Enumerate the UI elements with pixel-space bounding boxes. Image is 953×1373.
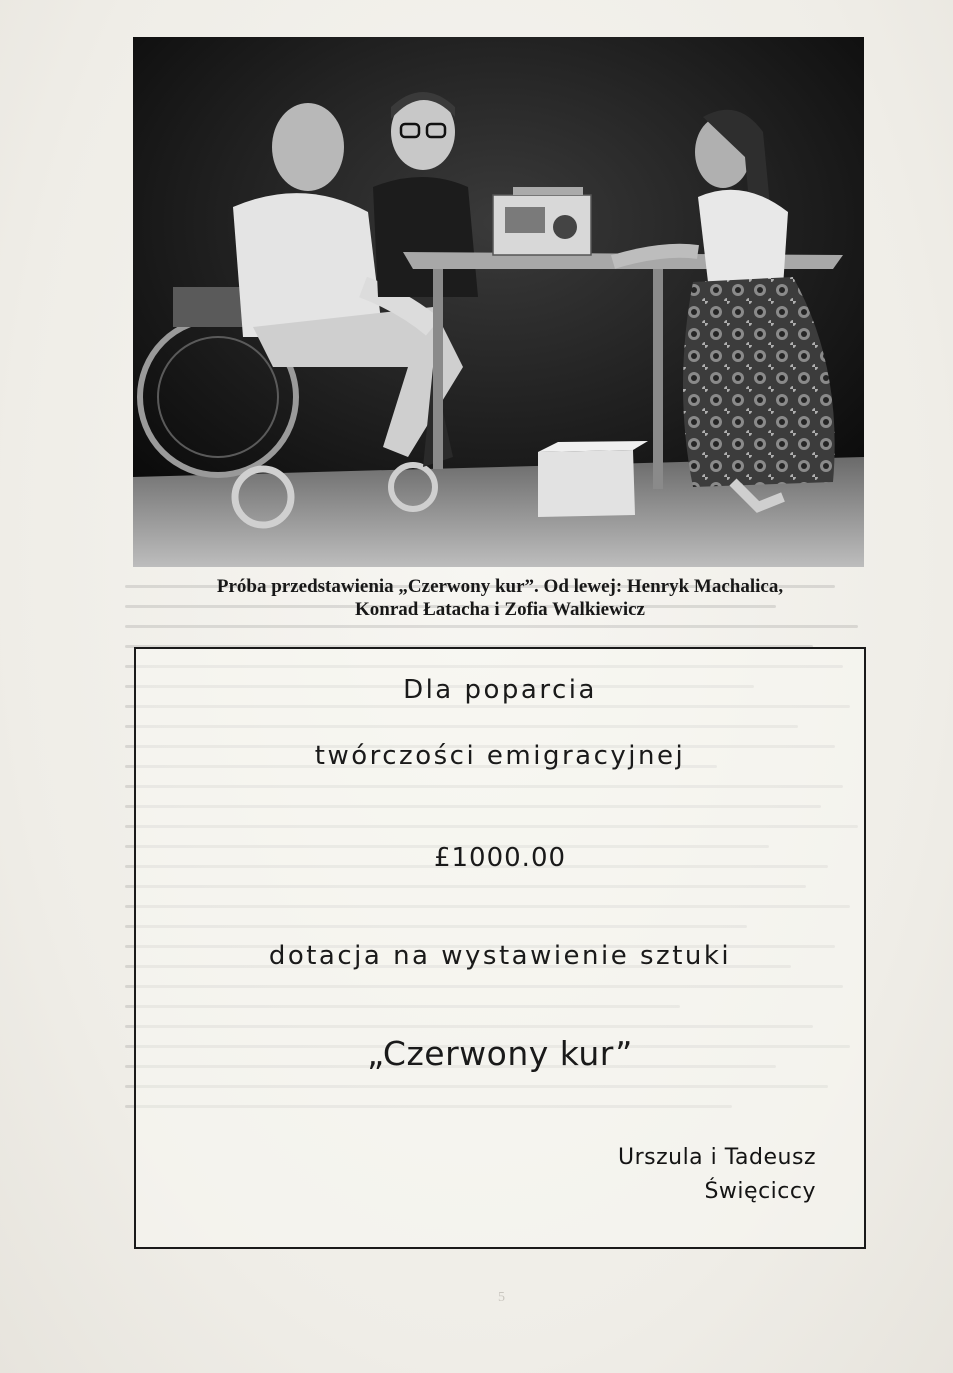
page-number: 5	[498, 1290, 505, 1305]
ad-sponsor-surname: Święciccy	[704, 1179, 816, 1204]
ad-line-emigre-work: twórczości emigracyjnej	[314, 741, 686, 771]
photo-caption	[120, 575, 880, 621]
caption-line-1: Próba przedstawienia „Czerwony kur”. Od lewej: Henryk Machalica,	[216, 576, 784, 597]
ad-sponsor-names: Urszula i Tadeusz	[617, 1145, 816, 1170]
ad-line-grant: dotacja na wystawienie sztuki	[268, 941, 732, 971]
donation-advertisement	[134, 647, 866, 1249]
ad-line-support: Dla poparcia	[403, 675, 597, 705]
rehearsal-photo	[133, 37, 864, 567]
ad-amount: £1000.00	[433, 843, 567, 873]
caption-line-2: Konrad Łatacha i Zofia Walkiewicz	[355, 599, 645, 620]
ad-play-title: „Czerwony kur”	[367, 1034, 633, 1073]
